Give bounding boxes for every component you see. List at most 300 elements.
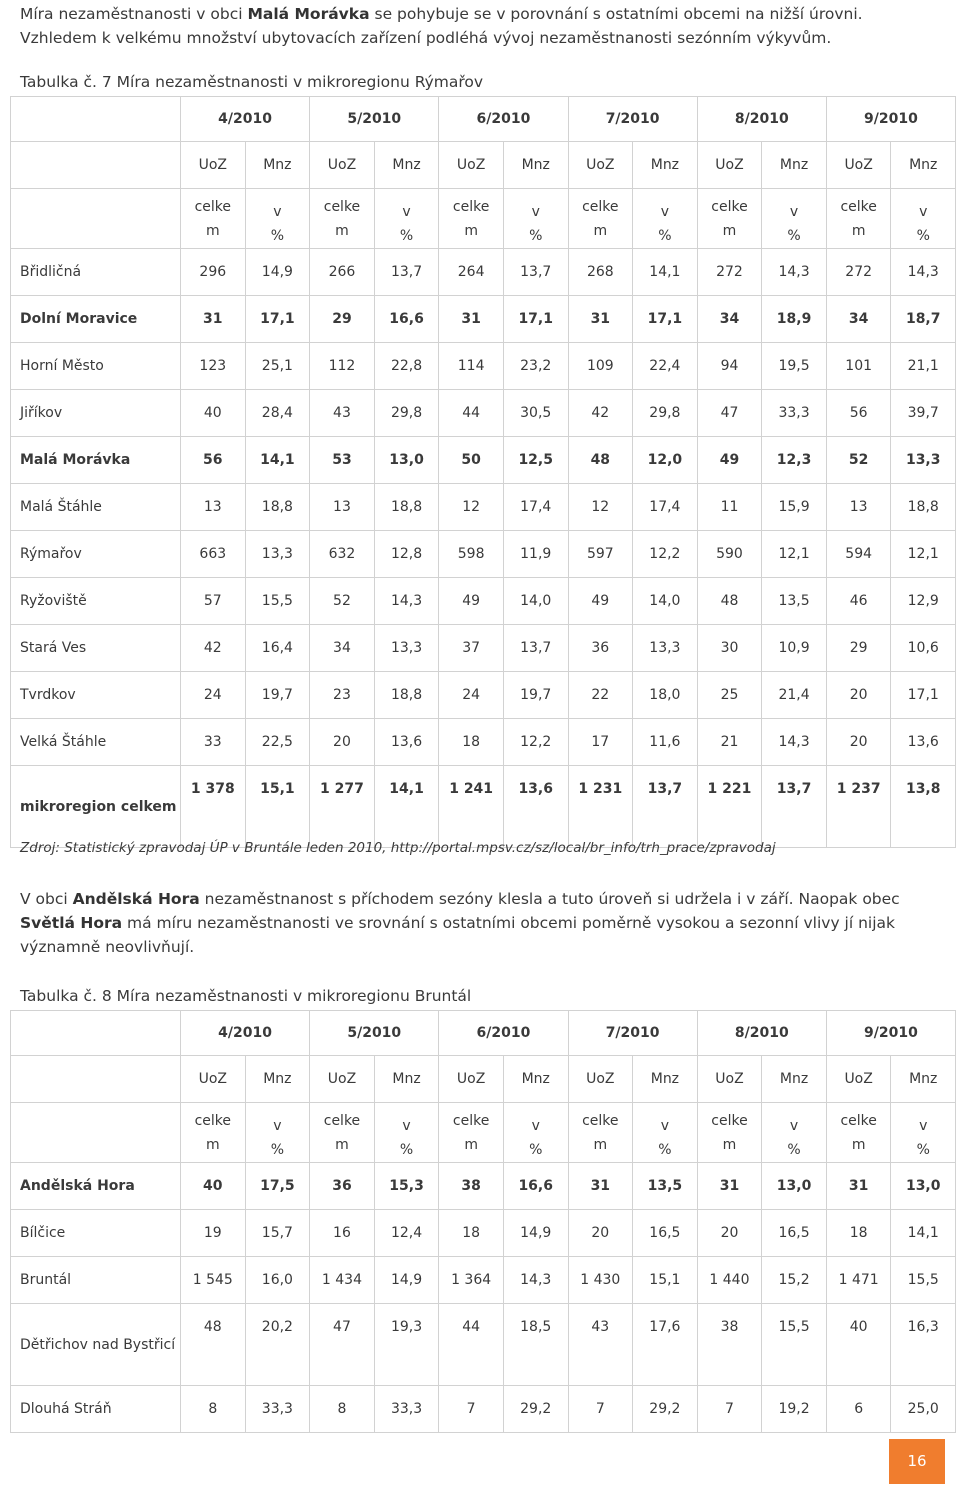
uoz-count-cell: 12 [568, 484, 633, 531]
mnz-rate-cell: 29,2 [503, 1386, 568, 1433]
mnz-rate-cell: 15,5 [891, 1257, 956, 1304]
mnz-rate-cell: 14,3 [762, 249, 827, 296]
uoz-count-cell: 1 471 [826, 1257, 891, 1304]
uoz-count-cell: 20 [826, 719, 891, 766]
uoz-count-cell: 20 [310, 719, 375, 766]
mnz-rate-cell: 15,9 [762, 484, 827, 531]
mnz-rate-cell: 14,3 [762, 719, 827, 766]
month-header: 4/2010 [181, 1011, 310, 1056]
uoz-count-cell: 597 [568, 531, 633, 578]
middle-text-a: V obci [20, 890, 73, 908]
uoz-count-cell: 44 [439, 390, 504, 437]
uoz-count-cell: 7 [439, 1386, 504, 1433]
mnz-rate-cell: 13,6 [374, 719, 439, 766]
mnz-rate-cell: 19,3 [374, 1304, 439, 1386]
intro-municipality: Malá Morávka [247, 5, 370, 23]
column-label: Mnz [245, 142, 310, 189]
uoz-count-cell: 47 [310, 1304, 375, 1386]
mnz-rate-cell: 13,3 [633, 625, 698, 672]
mnz-rate-cell: 13,3 [891, 437, 956, 484]
column-unit: celke m [439, 1103, 504, 1163]
mnz-rate-cell: 13,7 [374, 249, 439, 296]
column-label: UoZ [568, 1056, 633, 1103]
uoz-count-cell: 272 [826, 249, 891, 296]
column-unit: v % [374, 1103, 439, 1163]
column-unit: v % [245, 189, 310, 249]
corner-cell [11, 1056, 181, 1103]
municipality-name: Dlouhá Stráň [11, 1386, 181, 1433]
uoz-count-cell: 272 [697, 249, 762, 296]
column-label: Mnz [633, 1056, 698, 1103]
mnz-rate-cell: 11,9 [503, 531, 568, 578]
uoz-count-cell: 31 [568, 1163, 633, 1210]
table-row [11, 343, 956, 390]
table8-caption: Tabulka č. 8 Míra nezaměstnanosti v mikroregionu Bruntál [20, 987, 472, 1005]
mnz-rate-cell: 13,0 [762, 1163, 827, 1210]
uoz-count-cell: 42 [181, 625, 246, 672]
mnz-rate-cell: 16,6 [374, 296, 439, 343]
corner-cell [11, 1103, 181, 1163]
mnz-rate-cell: 17,1 [245, 296, 310, 343]
mnz-rate-cell: 18,8 [374, 672, 439, 719]
uoz-count-cell: 23 [310, 672, 375, 719]
table-row [11, 531, 956, 578]
mnz-rate-cell: 19,5 [762, 343, 827, 390]
mnz-rate-cell: 15,3 [374, 1163, 439, 1210]
table-row [11, 625, 956, 672]
mnz-rate-cell: 16,5 [762, 1210, 827, 1257]
uoz-count-cell: 18 [826, 1210, 891, 1257]
mnz-rate-cell: 17,4 [633, 484, 698, 531]
uoz-count-cell: 40 [826, 1304, 891, 1386]
column-label: Mnz [503, 142, 568, 189]
column-label: UoZ [697, 1056, 762, 1103]
mnz-rate-cell: 13,0 [891, 1163, 956, 1210]
uoz-count-cell: 1 231 [568, 766, 633, 848]
uoz-count-cell: 598 [439, 531, 504, 578]
column-label: Mnz [245, 1056, 310, 1103]
mnz-rate-cell: 13,7 [633, 766, 698, 848]
column-unit: v % [633, 1103, 698, 1163]
page-number: 16 [889, 1439, 945, 1484]
mnz-rate-cell: 14,9 [245, 249, 310, 296]
mnz-rate-cell: 16,6 [503, 1163, 568, 1210]
mnz-rate-cell: 15,7 [245, 1210, 310, 1257]
uoz-count-cell: 264 [439, 249, 504, 296]
mnz-rate-cell: 13,6 [891, 719, 956, 766]
uoz-count-cell: 22 [568, 672, 633, 719]
mnz-rate-cell: 29,2 [633, 1386, 698, 1433]
table-row [11, 296, 956, 343]
mnz-rate-cell: 12,9 [891, 578, 956, 625]
mnz-rate-cell: 18,9 [762, 296, 827, 343]
month-header: 5/2010 [310, 1011, 439, 1056]
column-unit: v % [891, 189, 956, 249]
uoz-count-cell: 49 [439, 578, 504, 625]
column-label: Mnz [891, 1056, 956, 1103]
uoz-count-cell: 1 364 [439, 1257, 504, 1304]
uoz-count-cell: 20 [568, 1210, 633, 1257]
uoz-count-cell: 101 [826, 343, 891, 390]
uoz-count-cell: 56 [826, 390, 891, 437]
mnz-rate-cell: 22,8 [374, 343, 439, 390]
uoz-count-cell: 44 [439, 1304, 504, 1386]
municipality-name: Jiříkov [11, 390, 181, 437]
month-header: 4/2010 [181, 97, 310, 142]
municipality-name: Malá Štáhle [11, 484, 181, 531]
month-header: 5/2010 [310, 97, 439, 142]
municipality-name: Ryžoviště [11, 578, 181, 625]
uoz-count-cell: 29 [826, 625, 891, 672]
mnz-rate-cell: 13,7 [503, 249, 568, 296]
mnz-rate-cell: 14,1 [245, 437, 310, 484]
mnz-rate-cell: 15,2 [762, 1257, 827, 1304]
mnz-rate-cell: 14,9 [503, 1210, 568, 1257]
mnz-rate-cell: 12,0 [633, 437, 698, 484]
table-row [11, 672, 956, 719]
column-unit: celke m [568, 189, 633, 249]
intro-text-c: se pohybuje se v porovnání s ostatními obcemi na nižší úrovni. [369, 5, 863, 23]
column-unit: celke m [310, 1103, 375, 1163]
mnz-rate-cell: 12,3 [762, 437, 827, 484]
mnz-rate-cell: 11,6 [633, 719, 698, 766]
table7-source: Zdroj: Statistický zpravodaj ÚP v Bruntále leden 2010, http://portal.mpsv.cz/sz/local/br_info/trh_prace/zpravodaj [20, 840, 776, 856]
table-row [11, 578, 956, 625]
mnz-rate-cell: 12,1 [891, 531, 956, 578]
month-header: 6/2010 [439, 1011, 568, 1056]
municipality-name: Andělská Hora [11, 1163, 181, 1210]
table-row [11, 766, 956, 848]
column-label: Mnz [762, 142, 827, 189]
mnz-rate-cell: 22,4 [633, 343, 698, 390]
column-label: UoZ [181, 142, 246, 189]
mnz-rate-cell: 18,8 [374, 484, 439, 531]
municipality-name: Břidličná [11, 249, 181, 296]
mnz-rate-cell: 30,5 [503, 390, 568, 437]
municipality-name: Velká Štáhle [11, 719, 181, 766]
column-label: Mnz [374, 1056, 439, 1103]
month-header: 6/2010 [439, 97, 568, 142]
uoz-count-cell: 1 221 [697, 766, 762, 848]
table8 [10, 1010, 956, 1433]
uoz-count-cell: 37 [439, 625, 504, 672]
month-header: 9/2010 [826, 97, 955, 142]
uoz-count-cell: 1 545 [181, 1257, 246, 1304]
uoz-count-cell: 8 [181, 1386, 246, 1433]
mnz-rate-cell: 14,1 [374, 766, 439, 848]
column-unit: celke m [181, 189, 246, 249]
mnz-rate-cell: 14,1 [633, 249, 698, 296]
uoz-count-cell: 48 [568, 437, 633, 484]
column-unit: v % [762, 189, 827, 249]
mnz-rate-cell: 17,6 [633, 1304, 698, 1386]
mnz-rate-cell: 18,7 [891, 296, 956, 343]
uoz-count-cell: 47 [697, 390, 762, 437]
uoz-count-cell: 1 378 [181, 766, 246, 848]
column-label: UoZ [826, 1056, 891, 1103]
mnz-rate-cell: 17,1 [633, 296, 698, 343]
middle-municipality-1: Andělská Hora [72, 890, 200, 908]
table-row [11, 1304, 956, 1386]
uoz-count-cell: 12 [439, 484, 504, 531]
mnz-rate-cell: 15,5 [245, 578, 310, 625]
corner-cell [11, 142, 181, 189]
mnz-rate-cell: 18,8 [245, 484, 310, 531]
column-unit: v % [503, 1103, 568, 1163]
mnz-rate-cell: 12,2 [503, 719, 568, 766]
mnz-rate-cell: 19,2 [762, 1386, 827, 1433]
mnz-rate-cell: 16,5 [633, 1210, 698, 1257]
uoz-count-cell: 13 [181, 484, 246, 531]
mnz-rate-cell: 39,7 [891, 390, 956, 437]
uoz-count-cell: 40 [181, 1163, 246, 1210]
uoz-count-cell: 31 [697, 1163, 762, 1210]
column-unit: celke m [697, 189, 762, 249]
uoz-count-cell: 11 [697, 484, 762, 531]
uoz-count-cell: 52 [826, 437, 891, 484]
mnz-rate-cell: 17,1 [503, 296, 568, 343]
table-row [11, 437, 956, 484]
table-row [11, 249, 956, 296]
uoz-count-cell: 1 434 [310, 1257, 375, 1304]
uoz-count-cell: 21 [697, 719, 762, 766]
uoz-count-cell: 49 [697, 437, 762, 484]
mnz-rate-cell: 21,1 [891, 343, 956, 390]
uoz-count-cell: 31 [439, 296, 504, 343]
mnz-rate-cell: 13,0 [374, 437, 439, 484]
uoz-count-cell: 31 [826, 1163, 891, 1210]
mnz-rate-cell: 23,2 [503, 343, 568, 390]
mnz-rate-cell: 28,4 [245, 390, 310, 437]
uoz-count-cell: 43 [310, 390, 375, 437]
middle-paragraph [20, 887, 940, 959]
middle-municipality-2: Světlá Hora [20, 914, 123, 932]
mnz-rate-cell: 18,5 [503, 1304, 568, 1386]
uoz-count-cell: 48 [181, 1304, 246, 1386]
uoz-count-cell: 30 [697, 625, 762, 672]
mnz-rate-cell: 12,4 [374, 1210, 439, 1257]
column-label: UoZ [181, 1056, 246, 1103]
table-row [11, 1210, 956, 1257]
mnz-rate-cell: 15,5 [762, 1304, 827, 1386]
uoz-count-cell: 36 [568, 625, 633, 672]
mnz-rate-cell: 14,3 [891, 249, 956, 296]
uoz-count-cell: 38 [697, 1304, 762, 1386]
column-label: Mnz [503, 1056, 568, 1103]
column-label: UoZ [310, 142, 375, 189]
mnz-rate-cell: 25,1 [245, 343, 310, 390]
month-header: 9/2010 [826, 1011, 955, 1056]
column-unit: celke m [568, 1103, 633, 1163]
table-row [11, 1257, 956, 1304]
uoz-count-cell: 94 [697, 343, 762, 390]
uoz-count-cell: 34 [826, 296, 891, 343]
mnz-rate-cell: 16,4 [245, 625, 310, 672]
table-row [11, 719, 956, 766]
uoz-count-cell: 18 [439, 1210, 504, 1257]
mnz-rate-cell: 16,3 [891, 1304, 956, 1386]
column-label: UoZ [310, 1056, 375, 1103]
uoz-count-cell: 16 [310, 1210, 375, 1257]
municipality-name: Stará Ves [11, 625, 181, 672]
uoz-count-cell: 7 [568, 1386, 633, 1433]
uoz-count-cell: 17 [568, 719, 633, 766]
municipality-name: Bílčice [11, 1210, 181, 1257]
uoz-count-cell: 1 277 [310, 766, 375, 848]
mnz-rate-cell: 29,8 [633, 390, 698, 437]
mnz-rate-cell: 29,8 [374, 390, 439, 437]
corner-cell [11, 189, 181, 249]
table7-caption: Tabulka č. 7 Míra nezaměstnanosti v mikroregionu Rýmařov [20, 73, 484, 91]
column-unit: celke m [826, 1103, 891, 1163]
column-unit: celke m [697, 1103, 762, 1163]
uoz-count-cell: 34 [310, 625, 375, 672]
column-label: UoZ [439, 142, 504, 189]
column-label: Mnz [633, 142, 698, 189]
municipality-name: Dolní Moravice [11, 296, 181, 343]
uoz-count-cell: 31 [181, 296, 246, 343]
column-unit: v % [762, 1103, 827, 1163]
uoz-count-cell: 38 [439, 1163, 504, 1210]
uoz-count-cell: 18 [439, 719, 504, 766]
column-label: Mnz [374, 142, 439, 189]
column-unit: v % [633, 189, 698, 249]
mnz-rate-cell: 33,3 [245, 1386, 310, 1433]
uoz-count-cell: 24 [181, 672, 246, 719]
uoz-count-cell: 268 [568, 249, 633, 296]
mnz-rate-cell: 13,5 [762, 578, 827, 625]
mnz-rate-cell: 17,4 [503, 484, 568, 531]
column-unit: v % [891, 1103, 956, 1163]
mnz-rate-cell: 16,0 [245, 1257, 310, 1304]
uoz-count-cell: 19 [181, 1210, 246, 1257]
uoz-count-cell: 50 [439, 437, 504, 484]
mnz-rate-cell: 10,6 [891, 625, 956, 672]
middle-text-e: má míru nezaměstnanosti ve srovnání s ostatními obcemi poměrně vysokou a sezonní vlivy jí nijak významně neovlivňují. [20, 914, 895, 956]
uoz-count-cell: 1 241 [439, 766, 504, 848]
uoz-count-cell: 31 [568, 296, 633, 343]
uoz-count-cell: 266 [310, 249, 375, 296]
uoz-count-cell: 52 [310, 578, 375, 625]
uoz-count-cell: 6 [826, 1386, 891, 1433]
uoz-count-cell: 25 [697, 672, 762, 719]
column-label: Mnz [762, 1056, 827, 1103]
column-unit: v % [374, 189, 439, 249]
mnz-rate-cell: 19,7 [245, 672, 310, 719]
uoz-count-cell: 53 [310, 437, 375, 484]
mnz-rate-cell: 13,7 [762, 766, 827, 848]
mnz-rate-cell: 13,8 [891, 766, 956, 848]
mnz-rate-cell: 15,1 [633, 1257, 698, 1304]
mnz-rate-cell: 14,3 [374, 578, 439, 625]
uoz-count-cell: 112 [310, 343, 375, 390]
corner-cell [11, 1011, 181, 1056]
uoz-count-cell: 20 [697, 1210, 762, 1257]
uoz-count-cell: 1 440 [697, 1257, 762, 1304]
uoz-count-cell: 24 [439, 672, 504, 719]
municipality-name: Rýmařov [11, 531, 181, 578]
uoz-count-cell: 49 [568, 578, 633, 625]
mnz-rate-cell: 13,3 [245, 531, 310, 578]
uoz-count-cell: 109 [568, 343, 633, 390]
uoz-count-cell: 29 [310, 296, 375, 343]
month-header: 8/2010 [697, 97, 826, 142]
column-unit: v % [245, 1103, 310, 1163]
column-label: Mnz [891, 142, 956, 189]
uoz-count-cell: 13 [826, 484, 891, 531]
uoz-count-cell: 1 430 [568, 1257, 633, 1304]
mnz-rate-cell: 13,3 [374, 625, 439, 672]
uoz-count-cell: 296 [181, 249, 246, 296]
municipality-name: Malá Morávka [11, 437, 181, 484]
mnz-rate-cell: 14,0 [503, 578, 568, 625]
uoz-count-cell: 114 [439, 343, 504, 390]
uoz-count-cell: 40 [181, 390, 246, 437]
mnz-rate-cell: 10,9 [762, 625, 827, 672]
municipality-name: Tvrdkov [11, 672, 181, 719]
column-label: UoZ [439, 1056, 504, 1103]
corner-cell [11, 97, 181, 142]
table-row [11, 484, 956, 531]
uoz-count-cell: 663 [181, 531, 246, 578]
uoz-count-cell: 632 [310, 531, 375, 578]
uoz-count-cell: 590 [697, 531, 762, 578]
mnz-rate-cell: 33,3 [762, 390, 827, 437]
month-header: 7/2010 [568, 97, 697, 142]
municipality-name: mikroregion celkem [11, 766, 181, 848]
mnz-rate-cell: 17,5 [245, 1163, 310, 1210]
table-row [11, 390, 956, 437]
mnz-rate-cell: 17,1 [891, 672, 956, 719]
mnz-rate-cell: 13,5 [633, 1163, 698, 1210]
mnz-rate-cell: 12,5 [503, 437, 568, 484]
intro-paragraph [20, 2, 940, 50]
mnz-rate-cell: 14,3 [503, 1257, 568, 1304]
uoz-count-cell: 594 [826, 531, 891, 578]
mnz-rate-cell: 18,8 [891, 484, 956, 531]
uoz-count-cell: 48 [697, 578, 762, 625]
mnz-rate-cell: 22,5 [245, 719, 310, 766]
table7 [10, 96, 956, 848]
mnz-rate-cell: 13,6 [503, 766, 568, 848]
table-row [11, 1386, 956, 1433]
intro-text-2: Vzhledem k velkému množství ubytovacích zařízení podléhá vývoj nezaměstnanosti sezónním výkyvům. [20, 29, 832, 47]
municipality-name: Bruntál [11, 1257, 181, 1304]
mnz-rate-cell: 14,9 [374, 1257, 439, 1304]
mnz-rate-cell: 20,2 [245, 1304, 310, 1386]
column-unit: celke m [310, 189, 375, 249]
uoz-count-cell: 7 [697, 1386, 762, 1433]
column-unit: celke m [826, 189, 891, 249]
uoz-count-cell: 42 [568, 390, 633, 437]
month-header: 7/2010 [568, 1011, 697, 1056]
column-unit: celke m [439, 189, 504, 249]
municipality-name: Horní Město [11, 343, 181, 390]
uoz-count-cell: 33 [181, 719, 246, 766]
uoz-count-cell: 46 [826, 578, 891, 625]
mnz-rate-cell: 21,4 [762, 672, 827, 719]
column-unit: v % [503, 189, 568, 249]
mnz-rate-cell: 14,0 [633, 578, 698, 625]
uoz-count-cell: 20 [826, 672, 891, 719]
mnz-rate-cell: 18,0 [633, 672, 698, 719]
mnz-rate-cell: 14,1 [891, 1210, 956, 1257]
uoz-count-cell: 34 [697, 296, 762, 343]
table-row [11, 1163, 956, 1210]
uoz-count-cell: 8 [310, 1386, 375, 1433]
mnz-rate-cell: 12,8 [374, 531, 439, 578]
mnz-rate-cell: 13,7 [503, 625, 568, 672]
